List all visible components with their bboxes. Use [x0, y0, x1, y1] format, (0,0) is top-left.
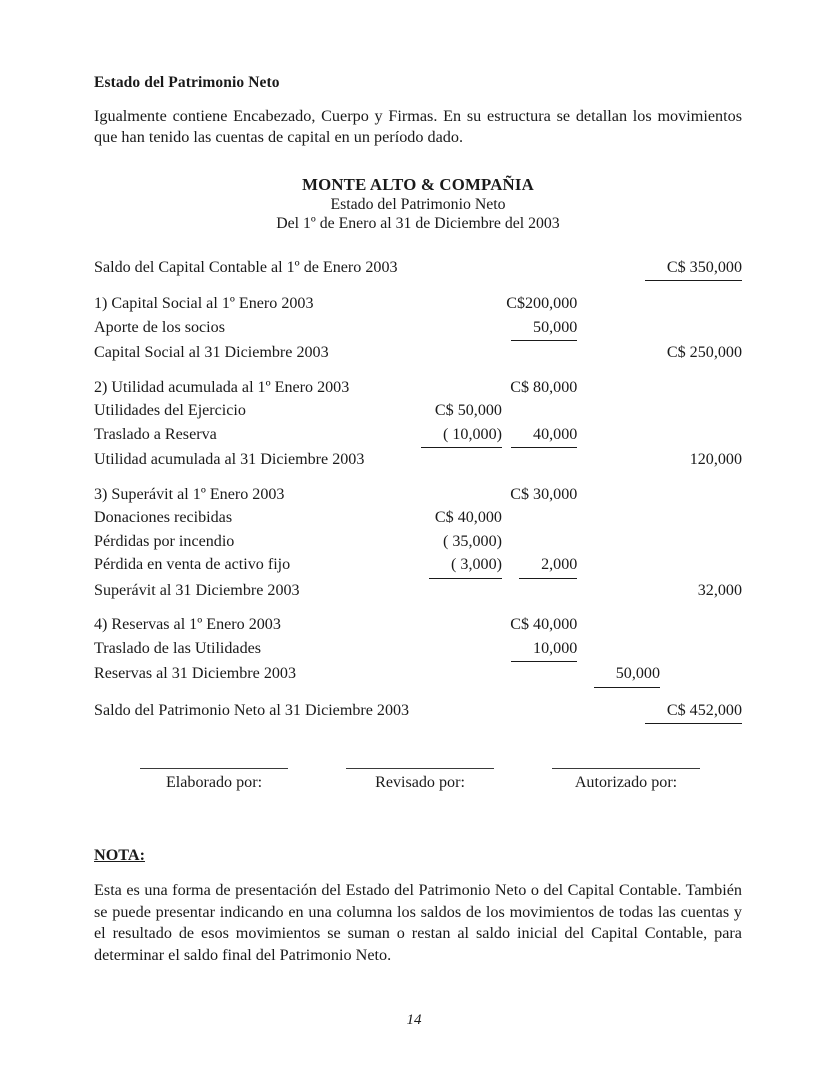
row-label: Capital Social al 31 Diciembre 2003 [94, 344, 329, 361]
row-total-amount [577, 483, 742, 507]
signature-elaborado [124, 768, 304, 792]
statement-row [94, 483, 742, 507]
row-subtotal-amount [502, 530, 577, 554]
row-detail-amount [413, 699, 502, 725]
row-detail-amount [413, 483, 502, 507]
row-total-amount [577, 376, 742, 400]
page-content [94, 74, 742, 966]
company-name: MONTE ALTO & COMPAÑIA [302, 175, 534, 194]
row-label: Traslado de las Utilidades [94, 639, 262, 657]
row-subtotal-amount [502, 662, 577, 688]
statement-row [94, 341, 742, 365]
nota-body: Esta es una forma de presentación del Estado del Patrimonio Neto o del Capital Contable. También se puede presentar indicando en una columna los saldos de los movimientos de todas las cuentas y el resultado de esos movimientos se suman o restan al saldo inicial del Capital Contable, para determinar el saldo final del Patrimonio Neto. [94, 881, 742, 964]
signature-block [94, 768, 742, 792]
statement-row [94, 553, 742, 579]
row-detail-amount [413, 316, 502, 342]
signature-label: Revisado por: [375, 774, 465, 791]
row-label: 4) Reservas al 1º Enero 2003 [94, 616, 281, 633]
row-spacer [94, 472, 742, 483]
row-subtotal-amount: 10,000 [502, 637, 577, 663]
row-spacer [94, 602, 742, 613]
row-subtotal-amount [502, 448, 577, 472]
row-total-amount [577, 399, 742, 423]
row-detail-amount: C$ 50,000 [434, 402, 502, 419]
row-label: Utilidades del Ejercicio [94, 402, 246, 419]
nota-title: NOTA: [94, 846, 145, 864]
row-spacer [94, 365, 742, 376]
row-label: Pérdidas por incendio [94, 532, 235, 550]
row-detail-amount [413, 613, 502, 637]
row-total-amount: C$ 350,000 [577, 256, 742, 282]
row-total-amount [577, 506, 742, 530]
row-total-amount: 50,000 [577, 662, 742, 688]
row-detail-amount: ( 10,000) [413, 423, 502, 449]
row-label: Traslado a Reserva [94, 425, 217, 443]
row-label: Saldo del Capital Contable al 1º de Enero 2003 [94, 258, 398, 276]
row-label: Reservas al 31 Diciembre 2003 [94, 665, 297, 682]
row-total-amount [577, 423, 742, 449]
statement-row [94, 530, 742, 554]
row-detail-amount [413, 662, 502, 688]
signature-line [552, 768, 700, 769]
row-total-amount: C$ 250,000 [666, 344, 742, 361]
row-detail-amount [413, 292, 502, 316]
statement-row [94, 699, 742, 725]
row-label: 1) Capital Social al 1º Enero 2003 [94, 295, 314, 312]
row-subtotal-amount: C$200,000 [506, 295, 578, 312]
row-spacer [94, 688, 742, 699]
row-label: Superávit al 31 Diciembre 2003 [94, 581, 300, 599]
row-detail-amount [413, 637, 502, 663]
statement-row [94, 506, 742, 530]
row-subtotal-amount: C$ 40,000 [510, 616, 578, 633]
row-label: Pérdida en venta de activo fijo [94, 556, 291, 573]
row-subtotal-amount: C$ 30,000 [510, 485, 578, 503]
statement-row [94, 662, 742, 688]
row-total-amount: 120,000 [689, 451, 742, 468]
row-subtotal-amount: C$ 80,000 [510, 378, 578, 396]
row-subtotal-amount [502, 579, 577, 603]
row-detail-amount [413, 376, 502, 400]
signature-revisado [330, 768, 510, 792]
row-total-amount [577, 530, 742, 554]
row-spacer [94, 281, 742, 292]
row-total-amount [577, 292, 742, 316]
equity-statement-table [94, 256, 742, 725]
row-subtotal-amount: 2,000 [502, 553, 577, 579]
signature-line [346, 768, 494, 769]
signature-label: Autorizado por: [574, 774, 678, 791]
row-label: Saldo del Patrimonio Neto al 31 Diciembre 2003 [94, 701, 410, 719]
row-subtotal-amount: 40,000 [502, 423, 577, 449]
row-detail-amount [413, 256, 502, 282]
row-subtotal-amount [502, 256, 577, 282]
statement-row [94, 448, 742, 472]
statement-row [94, 637, 742, 663]
statement-header [94, 175, 742, 234]
statement-row [94, 579, 742, 603]
statement-title: Estado del Patrimonio Neto [330, 195, 506, 213]
statement-row [94, 256, 742, 282]
row-detail-amount: C$ 40,000 [434, 509, 502, 526]
statement-row [94, 292, 742, 316]
nota-section [94, 846, 742, 966]
statement-row [94, 423, 742, 449]
row-label: 2) Utilidad acumulada al 1º Enero 2003 [94, 378, 350, 396]
statement-row [94, 316, 742, 342]
intro-paragraph: Igualmente contiene Encabezado, Cuerpo y Firmas. En su estructura se detallan los movimientos que han tenido las cuentas de capital en un período dado. [94, 107, 742, 146]
row-subtotal-amount: 50,000 [502, 316, 577, 342]
row-detail-amount [413, 579, 502, 603]
statement-row [94, 376, 742, 400]
row-total-amount: 32,000 [697, 581, 742, 599]
row-subtotal-amount [502, 506, 577, 530]
signature-autorizado [536, 768, 716, 792]
row-label: Aporte de los socios [94, 318, 225, 336]
signature-label: Elaborado por: [165, 774, 263, 791]
row-subtotal-amount [502, 341, 577, 365]
row-label: Utilidad acumulada al 31 Diciembre 2003 [94, 451, 365, 468]
row-total-amount [577, 613, 742, 637]
row-detail-amount: ( 3,000) [413, 553, 502, 579]
row-detail-amount [413, 448, 502, 472]
row-total-amount: C$ 452,000 [577, 699, 742, 725]
row-label: 3) Superávit al 1º Enero 2003 [94, 485, 285, 503]
row-detail-amount [413, 341, 502, 365]
statement-row [94, 613, 742, 637]
row-total-amount [577, 637, 742, 663]
signature-line [140, 768, 288, 769]
row-total-amount [577, 316, 742, 342]
statement-period: Del 1º de Enero al 31 de Diciembre del 2003 [276, 215, 560, 232]
section-heading: Estado del Patrimonio Neto [94, 74, 280, 91]
statement-row [94, 399, 742, 423]
row-detail-amount: ( 35,000) [442, 532, 502, 550]
page-number: 14 [406, 1012, 422, 1028]
row-total-amount [577, 553, 742, 579]
row-label: Donaciones recibidas [94, 509, 233, 526]
row-subtotal-amount [502, 699, 577, 725]
row-subtotal-amount [502, 399, 577, 423]
